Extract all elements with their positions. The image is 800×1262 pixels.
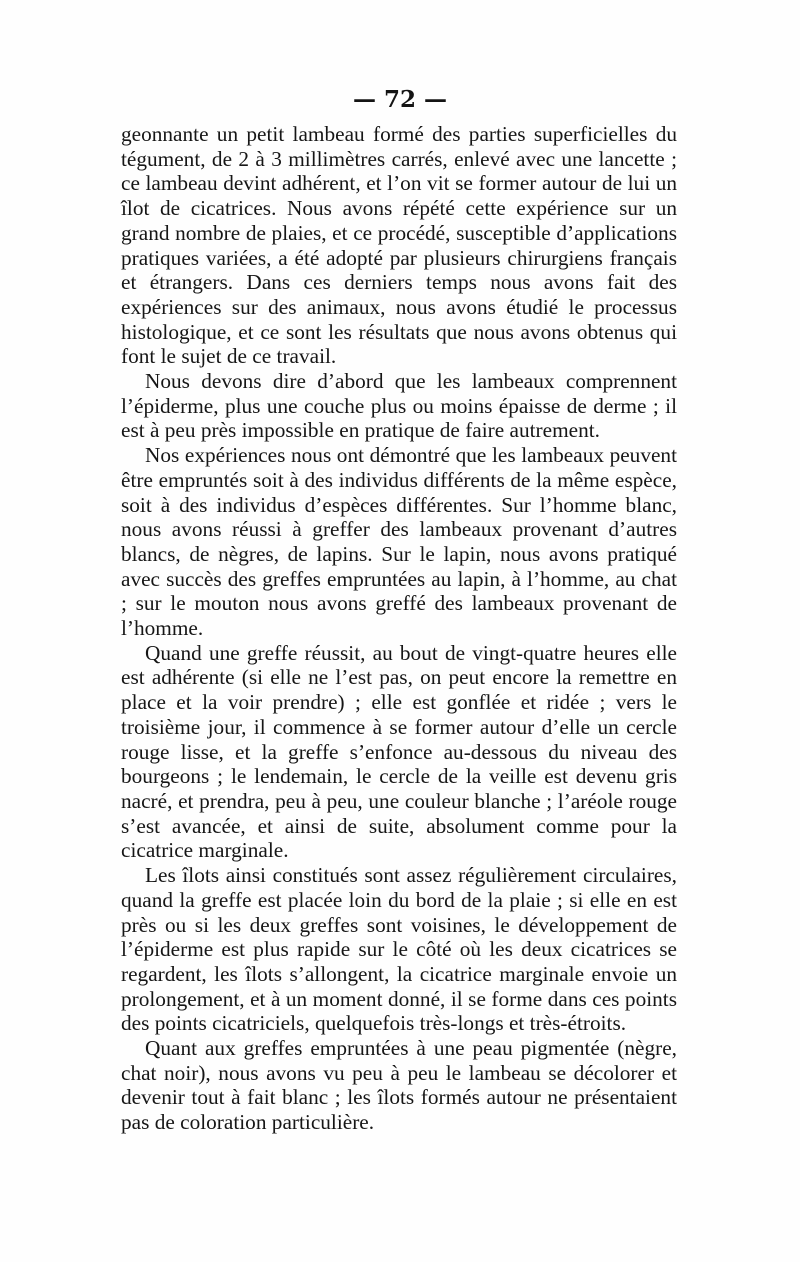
body-text [121,122,677,1135]
paragraph-experiences: Nos expériences nous ont démontré que les lambeaux peuvent être empruntés soit à des individus différents de la même espèce, soit à des individus d’espèces différentes. Sur l’homme blanc, nous avons réussi à greffer des lambeaux provenant d’autres blancs, de nègres, de lapins. Sur le lapin, nous avons pratiqué avec succès des greffes empruntées au lapin, à l’homme, au chat ; sur le mouton nous avons greffé des lambeaux provenant de l’homme. [121,443,677,641]
paragraph-ilots: Les îlots ainsi constitués sont assez régulièrement circulaires, quand la greffe est placée loin du bord de la plaie ; si elle en est près ou si les deux greffes sont voisines, le développement de l’épiderme est plus rapide sur le côté où les deux cicatrices se regardent, les îlots s’allongent, la cicatrice marginale envoie un prolongement, et à un moment donné, il se forme dans ces points des points cicatriciels, quelquefois très-longs et très-étroits. [121,863,677,1036]
page-number: — 72 — [352,86,448,113]
paragraph-greffe-reussit: Quand une greffe réussit, au bout de vingt-quatre heures elle est adhérente (si elle ne l’est pas, on peut encore la remettre en place et la voir prendre) ; elle est gonflée et ridée ; vers le troisième jour, il commence à se former autour d’elle un cercle rouge lisse, et la greffe s’enfonce au-dessous du niveau des bourgeons ; le lendemain, le cercle de la veille est devenu gris nacré, et prendra, peu à peu, une couleur blanche ; l’aréole rouge s’est avancée, et ainsi de suite, absolument comme pour la cicatrice marginale. [121,640,677,863]
paragraph-lambeaux: Nous devons dire d’abord que les lambeaux comprennent l’épiderme, plus une couche plus ou moins épaisse de derme ; il est à peu près impossible en pratique de faire autrement. [121,369,677,443]
paragraph-peau-pigmentee: Quant aux greffes empruntées à une peau pigmentée (nègre, chat noir), nous avons vu peu à peu le lambeau se décolorer et devenir tout à fait blanc ; les îlots formés autour ne présentaient pas de coloration particulière. [121,1036,677,1135]
paragraph-continuation: geonnante un petit lambeau formé des parties superficielles du tégument, de 2 à 3 millimètres carrés, enlevé avec une lancette ; ce lambeau devint adhérent, et l’on vit se former autour de lui un îlot de cicatrices. Nous avons répété cette expérience sur un grand nombre de plaies, et ce procédé, susceptible d’applications pratiques variées, a été adopté par plusieurs chirurgiens français et étrangers. Dans ces derniers temps nous avons fait des expériences sur des animaux, nous avons étudié le processus histologique, et ce sont les résultats que nous avons obtenus qui font le sujet de ce travail. [121,122,677,369]
